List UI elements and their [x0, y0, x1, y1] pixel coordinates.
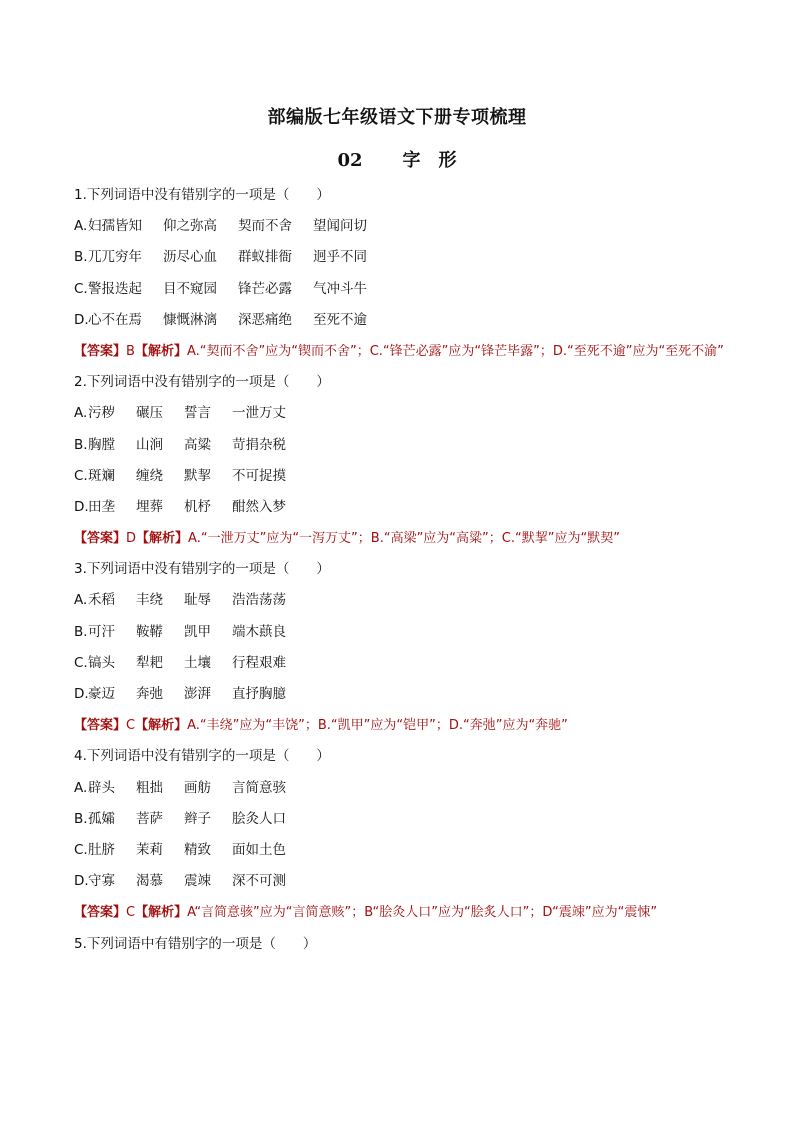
option-word: 鞍鞯: [136, 623, 163, 640]
option-row: [74, 585, 734, 616]
answer-label: 【答案】: [74, 531, 127, 547]
option-word: 犁耙: [136, 654, 163, 671]
option-word: 仰之弥高: [163, 218, 217, 235]
option-word: 耻辱: [184, 592, 211, 609]
option-letter: C.: [74, 841, 88, 858]
option-word: 气冲斗牛: [313, 280, 367, 297]
option-word: 污秽: [88, 405, 115, 422]
answer-analysis: [74, 336, 734, 367]
question-stem: 4.下列词语中没有错别字的一项是（ ）: [74, 748, 330, 765]
option-word: 凯甲: [184, 623, 211, 640]
option-word: 田垄: [88, 498, 115, 515]
answer-label: 【答案】: [74, 905, 127, 921]
option-row: [74, 461, 734, 492]
option-word: 酣然入梦: [232, 498, 286, 515]
option-row: [74, 617, 734, 648]
option-word: 深不可测: [232, 873, 286, 890]
analysis-label: 【解析】: [134, 343, 187, 359]
answer-choice: C: [126, 905, 136, 921]
option-row: [74, 835, 734, 866]
option-word: 豪迈: [88, 686, 115, 703]
option-letter: C.: [74, 467, 88, 484]
document-title: 部编版七年级语文下册专项梳理: [267, 107, 527, 128]
answer-choice: B: [126, 343, 135, 359]
option-letter: D.: [74, 311, 89, 328]
option-word: 群蚁排衙: [238, 249, 292, 266]
option-word: 守寡: [88, 873, 115, 890]
option-word: 行程艰难: [232, 654, 286, 671]
analysis-text: A“言简意骇”应为“言简意赅”；B“脍灸人口”应为“脍炙人口”；D“震竦”应为“震悚”: [187, 905, 658, 921]
option-word: 至死不逾: [313, 311, 367, 328]
option-word: 肚脐: [88, 841, 115, 858]
option-letter: B.: [74, 623, 88, 640]
option-word: 言简意骇: [232, 779, 286, 796]
option-word: 深恶痛绝: [238, 311, 292, 328]
option-word: 澎湃: [184, 686, 211, 703]
answer-analysis: [74, 710, 734, 741]
option-letter: B.: [74, 436, 88, 453]
option-row: [74, 804, 734, 835]
option-word: 一泄万丈: [232, 405, 286, 422]
option-letter: C.: [74, 280, 88, 297]
option-letter: D.: [74, 498, 89, 515]
option-word: 画舫: [184, 779, 211, 796]
option-word: 浩浩荡荡: [232, 592, 286, 609]
option-row: [74, 274, 734, 305]
option-word: 精致: [184, 841, 211, 858]
option-word: 茉莉: [136, 841, 163, 858]
option-row: [74, 679, 734, 710]
option-row: [74, 398, 734, 429]
question-stem: 1.下列词语中没有错别字的一项是（ ）: [74, 187, 330, 203]
option-word: 孤孀: [88, 810, 115, 827]
answer-label: 【答案】: [74, 343, 127, 359]
option-word: 锋芒必露: [238, 280, 292, 297]
answer-label: 【答案】: [74, 718, 127, 734]
option-word: 妇孺皆知: [88, 218, 142, 235]
option-word: 奔弛: [136, 686, 163, 703]
question-list: [74, 180, 734, 960]
option-word: 沥尽心血: [163, 249, 217, 266]
option-word: 迥乎不同: [313, 249, 367, 266]
option-row: [74, 492, 734, 523]
option-letter: A.: [74, 779, 88, 796]
option-word: 慷慨淋漓: [163, 311, 217, 328]
option-word: 丰绕: [136, 592, 163, 609]
option-word: 誓言: [184, 405, 211, 422]
option-word: 土壤: [184, 654, 211, 671]
option-word: 默挈: [184, 467, 211, 484]
option-word: 辟头: [88, 779, 115, 796]
answer-choice: C: [126, 718, 136, 734]
section-heading: [0, 146, 794, 172]
analysis-label: 【解析】: [135, 718, 188, 734]
option-word: 菩萨: [136, 810, 163, 827]
option-word: 缠绕: [136, 467, 163, 484]
option-word: 可汗: [88, 623, 115, 640]
option-word: 辫子: [184, 810, 211, 827]
option-word: 脍灸人口: [232, 810, 286, 827]
analysis-text: A.“一泄万丈”应为“一泻万丈”；B.“高梁”应为“高粱”；C.“默挈”应为“默契”: [188, 531, 620, 547]
option-word: 望闻问切: [313, 218, 367, 235]
option-word: 苛捐杂税: [232, 436, 286, 453]
option-word: 胸膛: [88, 436, 115, 453]
option-word: 警报迭起: [88, 280, 142, 297]
option-word: 渴慕: [136, 873, 163, 890]
option-word: 埋葬: [136, 498, 163, 515]
option-word: 高粱: [184, 436, 211, 453]
option-word: 山涧: [136, 436, 163, 453]
section-number: 02: [337, 150, 363, 171]
option-word: 目不窥园: [163, 280, 217, 297]
option-row: [74, 211, 734, 242]
analysis-label: 【解析】: [136, 531, 189, 547]
option-word: 面如土色: [232, 841, 286, 858]
option-word: 直抒胸臆: [232, 686, 286, 703]
option-word: 兀兀穷年: [88, 249, 142, 266]
option-word: 禾稻: [88, 592, 115, 609]
option-letter: A.: [74, 218, 88, 235]
option-word: 斑斓: [88, 467, 115, 484]
analysis-label: 【解析】: [135, 905, 188, 921]
option-word: 机杼: [184, 498, 211, 515]
option-letter: B.: [74, 249, 88, 266]
option-word: 粗拙: [136, 779, 163, 796]
option-row: [74, 430, 734, 461]
analysis-text: A.“契而不舍”应为“锲而不舍”；C.“锋芒必露”应为“锋芒毕露”；D.“至死不逾”应为“至死不渝”: [186, 343, 724, 359]
question-stem: 3.下列词语中没有错别字的一项是（ ）: [74, 561, 330, 578]
option-letter: A.: [74, 405, 88, 422]
answer-analysis: [74, 897, 734, 928]
option-word: 契而不舍: [238, 218, 292, 235]
option-letter: D.: [74, 686, 89, 703]
section-name: 字 形: [402, 150, 457, 171]
option-word: 不可捉摸: [232, 467, 286, 484]
question-stem: 5.下列词语中有错别字的一项是（ ）: [74, 935, 317, 952]
option-letter: A.: [74, 592, 88, 609]
option-row: [74, 773, 734, 804]
option-word: 心不在焉: [88, 311, 142, 328]
question-stem: 2.下列词语中没有错别字的一项是（ ）: [74, 374, 330, 391]
option-word: 镐头: [88, 654, 115, 671]
option-word: 碾压: [136, 405, 163, 422]
answer-choice: D: [126, 531, 137, 547]
option-row: [74, 866, 734, 897]
option-letter: D.: [74, 873, 89, 890]
option-row: [74, 242, 734, 273]
analysis-text: A.“丰绕”应为“丰饶”；B.“凯甲”应为“铠甲”；D.“奔弛”应为“奔驰”: [187, 718, 568, 734]
option-row: [74, 648, 734, 679]
option-word: 端木蕻良: [232, 623, 286, 640]
option-letter: B.: [74, 810, 88, 827]
option-letter: C.: [74, 654, 88, 671]
answer-analysis: [74, 523, 734, 554]
option-row: [74, 305, 734, 336]
option-word: 震竦: [184, 873, 211, 890]
